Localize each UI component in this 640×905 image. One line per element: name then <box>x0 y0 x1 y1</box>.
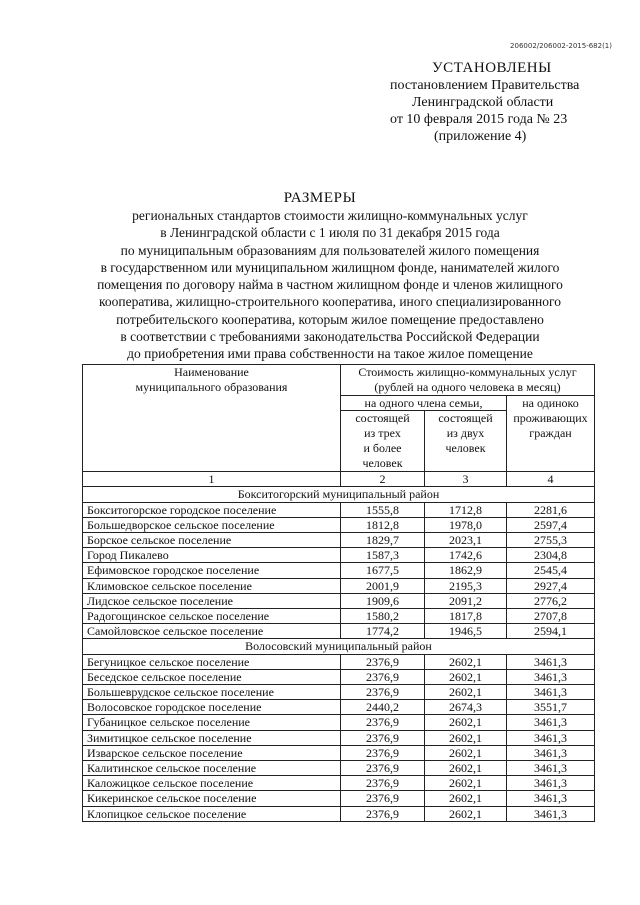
settlement-name: Калитинское сельское поселение <box>83 761 341 776</box>
cost-single: 3461,3 <box>507 669 595 684</box>
cost-single: 3461,3 <box>507 761 595 776</box>
cost-two: 2195,3 <box>425 578 507 593</box>
cost-three-plus: 2376,9 <box>341 776 425 791</box>
cost-single: 3461,3 <box>507 730 595 745</box>
cost-two: 2602,1 <box>425 745 507 760</box>
table-row <box>83 761 595 776</box>
cost-single: 2594,1 <box>507 624 595 639</box>
cost-three-plus: 2376,9 <box>341 685 425 700</box>
cost-single: 2597,4 <box>507 517 595 532</box>
cost-three-plus: 1774,2 <box>341 624 425 639</box>
settlement-name: Ефимовское городское поселение <box>83 563 341 578</box>
table-row <box>83 548 595 563</box>
table-row <box>83 654 595 669</box>
settlement-name: Зимитицкое сельское поселение <box>83 730 341 745</box>
settlement-name: Губаницкое сельское поселение <box>83 715 341 730</box>
table-row <box>83 563 595 578</box>
cost-three-plus: 2376,9 <box>341 745 425 760</box>
cost-three-plus: 1677,5 <box>341 563 425 578</box>
table-row <box>83 685 595 700</box>
table-row <box>83 700 595 715</box>
cost-single: 3461,3 <box>507 776 595 791</box>
cost-two: 2091,2 <box>425 593 507 608</box>
settlement-name: Кикеринское сельское поселение <box>83 791 341 806</box>
subtitle-line: региональных стандартов стоимости жилищно-коммунальных услуг <box>132 208 528 223</box>
cost-three-plus: 2376,9 <box>341 715 425 730</box>
cost-single: 2776,2 <box>507 593 595 608</box>
cost-single: 2707,8 <box>507 609 595 624</box>
cost-three-plus: 2376,9 <box>341 761 425 776</box>
cost-two: 2602,1 <box>425 669 507 684</box>
cost-two: 2602,1 <box>425 761 507 776</box>
approval-block <box>390 60 610 145</box>
cost-two: 2602,1 <box>425 715 507 730</box>
table-row <box>83 502 595 517</box>
cost-three-plus: 1829,7 <box>341 533 425 548</box>
table-row <box>83 669 595 684</box>
cost-three-plus: 1909,6 <box>341 593 425 608</box>
header-name: Наименование муниципального образования <box>83 365 341 472</box>
subtitle-line: до приобретения ими права собственности на такое жилое помещение <box>127 346 533 362</box>
cost-three-plus: 2376,9 <box>341 730 425 745</box>
cost-three-plus: 2376,9 <box>341 791 425 806</box>
table-row <box>83 609 595 624</box>
table-row <box>83 578 595 593</box>
cost-two: 2602,1 <box>425 776 507 791</box>
settlement-name: Волосовское городское поселение <box>83 700 341 715</box>
standards-table <box>82 364 595 822</box>
cost-single: 3461,3 <box>507 791 595 806</box>
cost-single: 2281,6 <box>507 502 595 517</box>
cost-single: 3461,3 <box>507 745 595 760</box>
document-subtitle <box>80 207 580 363</box>
group-name: Бокситогорский муниципальный район <box>83 487 595 502</box>
table-row <box>83 517 595 532</box>
header-three: состоящей из трех и более человек <box>341 411 425 472</box>
cost-single: 3551,7 <box>507 700 595 715</box>
settlement-name: Климовское сельское поселение <box>83 578 341 593</box>
column-number: 2 <box>341 472 425 487</box>
cost-single: 3461,3 <box>507 806 595 821</box>
table-group-row <box>83 639 595 654</box>
column-number: 1 <box>83 472 341 487</box>
table-row <box>83 624 595 639</box>
cost-two: 1817,8 <box>425 609 507 624</box>
subtitle-line: помещения по договору найма в частном жилищном фонде и членов жилищного <box>97 277 563 293</box>
cost-two: 2602,1 <box>425 730 507 745</box>
settlement-name: Лидское сельское поселение <box>83 593 341 608</box>
settlement-name: Клопицкое сельское поселение <box>83 806 341 821</box>
approval-line: от 10 февраля 2015 года № 23 <box>390 112 568 127</box>
table-header-row <box>83 365 595 396</box>
table-row <box>83 715 595 730</box>
settlement-name: Радогощинское сельское поселение <box>83 609 341 624</box>
cost-three-plus: 2376,9 <box>341 669 425 684</box>
cost-two: 2674,3 <box>425 700 507 715</box>
cost-three-plus: 2001,9 <box>341 578 425 593</box>
cost-two: 2602,1 <box>425 685 507 700</box>
settlement-name: Изварское сельское поселение <box>83 745 341 760</box>
settlement-name: Самойловское сельское поселение <box>83 624 341 639</box>
settlement-name: Город Пикалево <box>83 548 341 563</box>
cost-single: 3461,3 <box>507 654 595 669</box>
approval-line: (приложение 4) <box>434 129 527 144</box>
header-member: на одного члена семьи, <box>341 396 507 411</box>
settlement-name: Бегуницкое сельское поселение <box>83 654 341 669</box>
cost-two: 1742,6 <box>425 548 507 563</box>
column-number: 4 <box>507 472 595 487</box>
cost-two: 2602,1 <box>425 806 507 821</box>
header-two: состоящей из двух человек <box>425 411 507 472</box>
cost-three-plus: 1812,8 <box>341 517 425 532</box>
table-row <box>83 593 595 608</box>
table-group-row <box>83 487 595 502</box>
settlement-name: Бокситогорское городское поселение <box>83 502 341 517</box>
subtitle-line: в государственном или муниципальном жилищном фонде, нанимателей жилого <box>100 259 560 275</box>
subtitle-line: в соответствии с требованиями законодательства Российской Федерации <box>120 329 540 345</box>
cost-three-plus: 1580,2 <box>341 609 425 624</box>
cost-three-plus: 2440,2 <box>341 700 425 715</box>
cost-two: 1712,8 <box>425 502 507 517</box>
group-name: Волосовский муниципальный район <box>83 639 595 654</box>
table-row <box>83 745 595 760</box>
settlement-name: Борское сельское поселение <box>83 533 341 548</box>
subtitle-line: потребительского кооператива, которым жилое помещение предоставлено <box>116 311 544 327</box>
cost-single: 2755,3 <box>507 533 595 548</box>
settlement-name: Большедворское сельское поселение <box>83 517 341 532</box>
header-cost: Стоимость жилищно-коммунальных услуг (рублей на одного человека в месяц) <box>341 365 595 396</box>
cost-two: 1862,9 <box>425 563 507 578</box>
cost-three-plus: 1555,8 <box>341 502 425 517</box>
cost-two: 2602,1 <box>425 654 507 669</box>
document-id: 206002/206002-2015-682(1) <box>510 42 612 50</box>
settlement-name: Каложицкое сельское поселение <box>83 776 341 791</box>
cost-single: 3461,3 <box>507 685 595 700</box>
subtitle-line: в Ленинградской области с 1 июля по 31 декабря 2015 года <box>160 225 500 241</box>
cost-three-plus: 1587,3 <box>341 548 425 563</box>
settlement-name: Беседское сельское поселение <box>83 669 341 684</box>
table-row <box>83 533 595 548</box>
cost-single: 2927,4 <box>507 578 595 593</box>
approval-line: Ленинградской области <box>412 95 554 110</box>
table-row <box>83 776 595 791</box>
subtitle-line: кооператива, жилищно-строительного кооператива, иного специализированного <box>99 294 561 310</box>
document-title: РАЗМЕРЫ <box>283 190 357 206</box>
approval-title: УСТАНОВЛЕНЫ <box>432 60 552 76</box>
table-row <box>83 791 595 806</box>
cost-two: 1978,0 <box>425 517 507 532</box>
approval-line: постановлением Правительства <box>390 78 580 93</box>
settlement-name: Большеврудское сельское поселение <box>83 685 341 700</box>
cost-three-plus: 2376,9 <box>341 806 425 821</box>
cost-single: 2545,4 <box>507 563 595 578</box>
cost-three-plus: 2376,9 <box>341 654 425 669</box>
table-row <box>83 806 595 821</box>
column-number-row <box>83 472 595 487</box>
column-number: 3 <box>425 472 507 487</box>
cost-two: 1946,5 <box>425 624 507 639</box>
cost-two: 2602,1 <box>425 791 507 806</box>
table-row <box>83 730 595 745</box>
subtitle-line: по муниципальным образованиям для пользователей жилого помещения <box>120 242 540 258</box>
cost-single: 3461,3 <box>507 715 595 730</box>
cost-single: 2304,8 <box>507 548 595 563</box>
header-single: на одиноко проживающих граждан <box>507 396 595 472</box>
cost-two: 2023,1 <box>425 533 507 548</box>
